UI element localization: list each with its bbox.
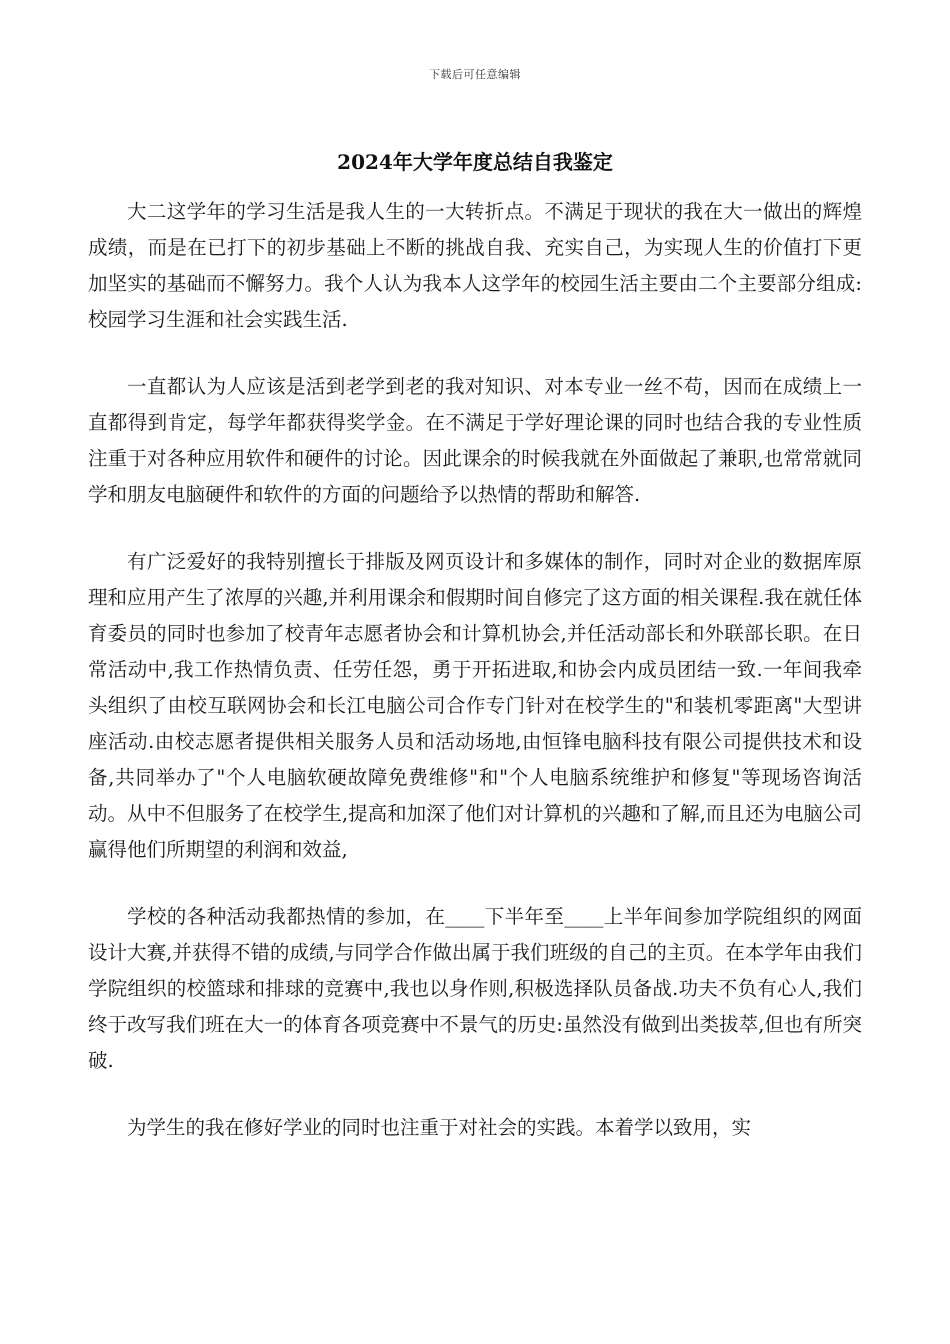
paragraph: 一直都认为人应该是活到老学到老的我对知识、对本专业一丝不苟，因而在成绩上一直都得到肯定，每学年都获得奖学金。在不满足于学好理论课的同时也结合我的专业性质注重于对各种应用软件和硬件的讨论。因此课余的时候我就在外面做起了兼职,也常常就同学和朋友电脑硬件和软件的方面的问题给予以热情的帮助和解答. [88, 375, 862, 506]
header-note: 下载后可任意编辑 [429, 68, 521, 81]
document-title: 2024年大学年度总结自我鉴定 [337, 150, 613, 174]
document-body [88, 194, 862, 1177]
paragraph: 有广泛爱好的我特别擅长于排版及网页设计和多媒体的制作，同时对企业的数据库原理和应用产生了浓厚的兴趣,并利用课余和假期时间自修完了这方面的相关课程.我在就任体育委员的同时也参加了校青年志愿者协会和计算机协会,并任活动部长和外联部长职。在日常活动中,我工作热情负责、任劳任怨，勇于开拓进取,和协会内成员团结一致.一年间我牵头组织了由校互联网协会和长江电脑公司合作专门针对在校学生的"和装机零距离"大型讲座活动.由校志愿者提供相关服务人员和活动场地,由恒锋电脑科技有限公司提供技术和设备,共同举办了"个人电脑软硬故障免费维修"和"个人电脑系统维护和修复"等现场咨询活动。从中不但服务了在校学生,提高和加深了他们对计算机的兴趣和了解,而且还为电脑公司赢得他们所期望的利润和效益, [88, 550, 862, 861]
paragraph: 学校的各种活动我都热情的参加，在____下半年至____上半年间参加学院组织的网面设计大赛,并获得不错的成绩,与同学合作做出属于我们班级的自己的主页。在本学年由我们学院组织的校篮球和排球的竞赛中,我也以身作则,积极选择队员备战.功夫不负有心人,我们终于改写我们班在大一的体育各项竞赛中不景气的历史:虽然没有做到出类拔萃,但也有所突破. [88, 905, 862, 1072]
paragraph: 大二这学年的学习生活是我人生的一大转折点。不满足于现状的我在大一做出的辉煌成绩，而是在已打下的初步基础上不断的挑战自我、充实自己，为实现人生的价值打下更加坚实的基础而不懈努力。我个人认为我本人这学年的校园生活主要由二个主要部分组成:校园学习生涯和社会实践生活. [88, 200, 862, 331]
paragraph: 为学生的我在修好学业的同时也注重于对社会的实践。本着学以致用，实 [127, 1116, 752, 1139]
